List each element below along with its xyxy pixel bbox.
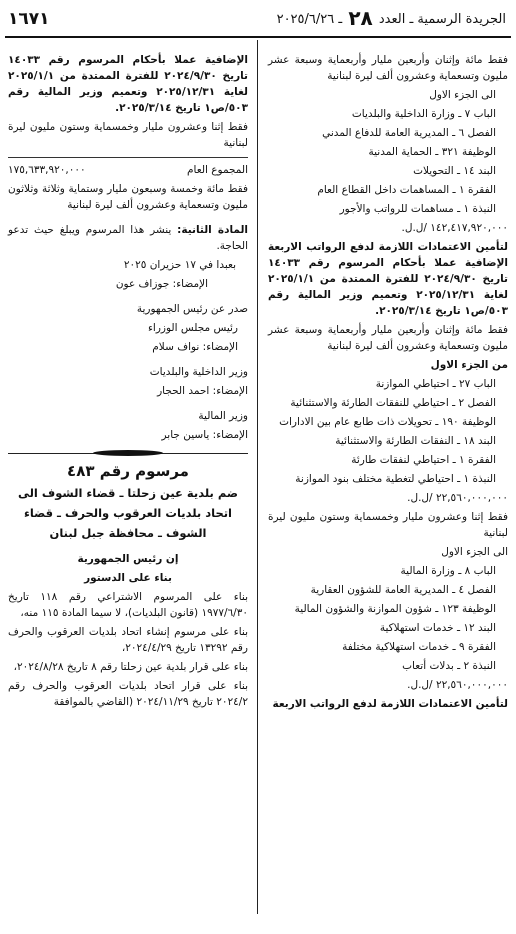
interior-minister-signature: الإمضاء: احمد الحجار: [157, 385, 248, 397]
column-divider: [257, 40, 258, 914]
text-line: الفصل ٢ ـ احتياطي للنفقات الطارئة والاستثنائية: [290, 397, 496, 409]
text-line: البند ١٢ ـ خدمات استهلاكية: [379, 622, 496, 634]
constitution-heading: بناء على الدستور: [84, 572, 172, 584]
recital-4: بناء على قرار اتحاد بلديات العرقوب والحرف رقم ٢٠٢٤/٢ تاريخ ٢٠٢٤/١١/٢٩ (القاضي بالموافقة: [8, 680, 248, 708]
text-line: الى الجزء الاول: [429, 89, 496, 101]
decree-title: مرسوم رقم ٤٨٣: [67, 462, 189, 480]
text-line: البند ١٤ ـ التحويلات: [413, 165, 496, 177]
text-line: النبذة ١ ـ احتياطي لتغطية مختلف بنود الموازنة: [295, 473, 496, 485]
text-line: فقط مائة وإثنان وأربعين مليار وأربعماية وسبعة عشر مليون وتسعماية وعشرون ألف ليرة لبنانية: [268, 324, 508, 352]
total-label: المجموع العام: [187, 164, 248, 176]
text-line: فقط إثنا وعشرون مليار وخمسماية وستون مليون ليرة لبنانية: [268, 511, 508, 539]
text-line: الباب ٢٧ ـ احتياطي الموازنة: [375, 378, 496, 390]
place-date: بعبدا في ١٧ حزيران ٢٠٢٥: [123, 259, 236, 271]
finance-minister-title: وزير المالية: [198, 410, 248, 422]
total-words: فقط مائة وخمسة وسبعون مليار وستماية وثلاثة وثلاثون مليون وتسعماية وعشرون ألف ليرة لبنانية: [8, 183, 248, 211]
text-line: لتأمين الاعتمادات اللازمة لدفع الرواتب الاربعة: [272, 698, 508, 710]
page-number: ١٦٧١: [8, 9, 50, 29]
amount-line: ١٤٢,٤١٧,٩٢٠,٠٠٠ /ل.ل.: [401, 222, 508, 234]
text-line: النبذة ٢ ـ بدلات أتعاب: [402, 660, 496, 672]
text-line: النبذة ١ ـ مساهمات للرواتب والأجور: [339, 203, 496, 215]
text-line: الفقرة ١ ـ احتياطي لنفقات طارئة: [351, 454, 496, 466]
text-line: الفصل ٦ ـ المديرية العامة للدفاع المدني: [322, 127, 496, 139]
president-signature: الإمضاء: جوزاف عون: [115, 278, 208, 290]
gazette-name: الجريدة الرسمية ـ العدد: [378, 12, 506, 27]
article-2-text: ينشر هذا المرسوم ويبلغ حيث تدعو الحاجة.: [8, 224, 248, 252]
pm-signature: الإمضاء: نواف سلام: [152, 341, 238, 353]
left-top-para: الإضافية عملا بأحكام المرسوم رقم ١٤٠٣٣ تاريخ ٢٠٢٤/٩/٣٠ للفترة الممتدة من ٢٠٢٥/١/١ لغاية ٢٠٢٥/١٢/٣١ وتعميم وزير المالية رقم ٥٠٣/ص١ تاريخ ٢٠٢٥/٣/١٤.: [8, 54, 248, 114]
text-line: فقط مائة وإثنان وأربعين مليار وأربعماية وسبعة عشر مليون وتسعماية وعشرون ألف ليرة لبنانية: [268, 54, 508, 82]
header-divider: [5, 36, 511, 38]
text-line: الوظيفة ٣٢١ ـ الحماية المدنية: [368, 146, 496, 158]
issued-by: صدر عن رئيس الجمهورية: [136, 303, 248, 315]
text-line: من الجزء الاول: [430, 359, 508, 371]
text-line: الوظيفة ١٩٠ ـ تحويلات ذات طابع عام بين الادارات: [279, 416, 496, 428]
amount-words: فقط إثنا وعشرون مليار وخمسماية وستون مليون ليرة لبنانية: [8, 121, 248, 149]
recital-3: بناء على قرار بلدية عين زحلتا رقم ٨ تاريخ ٢٠٢٤/٨/٢٨،: [13, 661, 248, 673]
decree-separator: [8, 449, 248, 459]
president-heading: إن رئيس الجمهورية: [77, 553, 179, 565]
text-line: الفقرة ٩ ـ خدمات استهلاكية مختلفة: [342, 641, 496, 653]
text-line: الوظيفة ١٢٣ ـ شؤون الموازنة والشؤون المالية: [294, 603, 496, 615]
text-line: الفقرة ١ ـ المساهمات داخل القطاع العام: [317, 184, 496, 196]
amount-line: ٢٢,٥٦٠,٠٠٠,٠٠٠ /ل.ل.: [407, 492, 508, 504]
issue-date: ـ ٢٠٢٥/٦/٢٦: [276, 12, 343, 27]
text-line: الى الجزء الاول: [441, 546, 508, 558]
text-line: البند ١٨ ـ النفقات الطارئة والاستثنائية: [335, 435, 496, 447]
issue-number: ٢٨: [348, 6, 373, 30]
pm-title: رئيس مجلس الوزراء: [147, 322, 238, 334]
text-line: لتأمين الاعتمادات اللازمة لدفع الرواتب الاربعة الإضافية عملا بأحكام المرسوم رقم ١٤٠٣٣ تاريخ ٢٠٢٤/٩/٣٠ للفترة الممتدة من ٢٠٢٥/١/١ لغاية ٢٠٢٥/١٢/٣١ وتعميم وزير المالية رقم ٥٠٣/ص١ تاريخ ٢٠٢٥/٣/١٤.: [268, 241, 508, 317]
finance-minister-signature: الإمضاء: ياسين جابر: [161, 429, 248, 441]
decree-subtitle: ضم بلدية عين زحلتا ـ قضاء الشوف الى اتحاد بلديات العرقوب والحرف ـ قضاء الشوف ـ محافظة جبل لبنان: [17, 486, 239, 540]
text-line: الفصل ٤ ـ المديرية العامة للشؤون العقارية: [310, 584, 496, 596]
text-line: الباب ٨ ـ وزارة المالية: [400, 565, 496, 577]
recital-1: بناء على المرسوم الاشتراعي رقم ١١٨ تاريخ ١٩٧٧/٦/٣٠ (قانون البلديات)، لا سيما المادة ١١٥ منه،: [8, 591, 248, 619]
gazette-title: [277, 6, 506, 30]
grand-total-row: [8, 162, 248, 178]
total-value: ١٧٥,٦٣٣,٩٢٠,٠٠٠: [8, 164, 86, 176]
page-header: [0, 0, 516, 38]
article-2-head: المادة الثانية:: [177, 224, 248, 236]
text-line: الباب ٧ ـ وزارة الداخلية والبلديات: [351, 108, 496, 120]
interior-minister-title: وزير الداخلية والبلديات: [149, 366, 248, 378]
article-2: [8, 222, 248, 254]
amount-line: ٢٢,٥٦٠,٠٠٠,٠٠٠ /ل.ل.: [407, 679, 508, 691]
left-column: [8, 52, 248, 713]
recital-2: بناء على مرسوم إنشاء اتحاد بلديات العرقوب والحرف رقم ١٣٢٩٢ تاريخ ٢٠٢٤/٤/٢٩،: [8, 626, 248, 654]
total-divider: [8, 157, 248, 158]
right-column: [268, 52, 508, 715]
